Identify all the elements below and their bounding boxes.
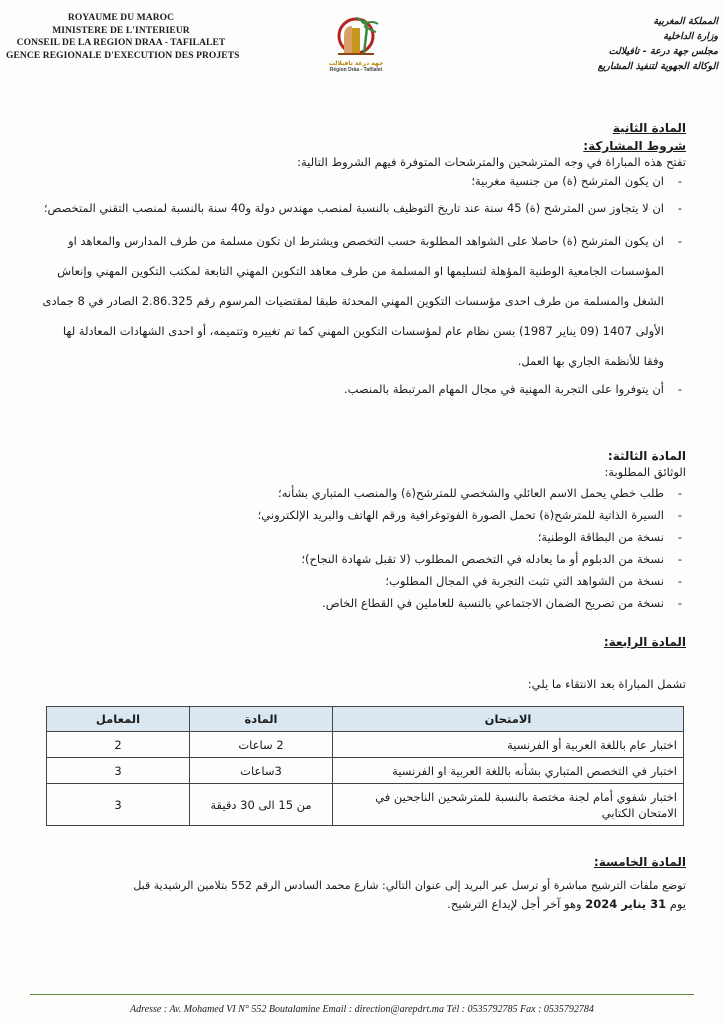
condition-item: - أن يتوفروا على التجربة المهنية في مجال المهام المرتبطة بالمنصب. (40, 378, 686, 400)
document-item: - نسخة من الشواهد التي تثبت التجربة في المجال المطلوب؛ (40, 570, 686, 592)
header-french (6, 12, 240, 62)
article-4-title: المادة الرابعة: (603, 635, 686, 649)
condition-item: - ان يكون المترشح (ة) من جنسية مغربية؛ (40, 172, 686, 190)
header-ar-line: الوكالة الجهوية لتنفيذ المشاريع (597, 61, 718, 72)
header-fr-line: CONSEIL DE LA REGION DRAA - TAFILALET (16, 38, 226, 48)
document-item: - نسخة من تصريح الضمان الاجتماعي بالنسبة للعاملين في القطاع الخاص. (40, 592, 686, 614)
deadline-date: 31 يناير 2024 (585, 897, 667, 911)
article-5-line-1: توضع ملفات الترشيح مباشرة أو ترسل عبر البريد إلى عنوان التالي: شارع محمد السادس الرقم 552 بتلامين الرشيدية قبل (133, 879, 686, 892)
article-2-title: المادة الثانية (612, 121, 686, 135)
region-logo (316, 14, 396, 84)
header-ar-line: وزارة الداخلية (663, 31, 718, 42)
table-header-row (47, 707, 684, 732)
document-item: - نسخة من الدبلوم أو ما يعادله في التخصص المطلوب (لا تقبل شهادة النجاح)؛ (40, 548, 686, 570)
header-ar-line: المملكة المغربية (653, 16, 718, 27)
exam-table (46, 706, 684, 826)
document-item: - طلب خطي يحمل الاسم العائلي والشخصي للمترشح(ة) والمنصب المتباري بشأنه؛ (40, 482, 686, 504)
cell-exam: اختبار في التخصص المتباري بشأنه باللغة العربية او الفرنسية (333, 758, 684, 784)
deadline-prefix: يوم (669, 897, 686, 911)
article-5-title: المادة الخامسة: (593, 855, 686, 869)
region-emblem-icon (330, 14, 382, 60)
article-4-intro: تشمل المباراة بعد الانتقاء ما يلي: (527, 677, 686, 691)
logo-french-name: Région Drâa - Tafilalet (329, 67, 383, 73)
article-2 (40, 120, 686, 400)
article-5-line-2 (40, 894, 686, 914)
article-3-subtitle: الوثائق المطلوبة: (604, 465, 686, 479)
article-2-intro: تفتح هذه المباراة في وجه المترشحين والمترشحات المتوفرة فيهم الشروط التالية: (297, 155, 686, 169)
header-duration: المادة (190, 707, 333, 732)
condition-item: - ان يكون المترشح (ة) حاصلا على الشواهد المطلوبة حسب التخصص ويشترط ان تكون مسلمة من طرف المدارس والمعاهد او المؤسسات الجامعية الوطنية المؤهلة لتسليمها او المسلمة من طرف معاهد التكوين المهني التابعة لمكتب التكوين المهني وإنعاش الشغل والمسلمة من طرف احدى مؤسسات التكوين المهني المحدثة طبقا لمقتضيات المرسوم رقم 2.86.325 الصادر في 8 جمادى الأولى 1407 (09 يناير 1987) بسن نظام عام لمؤسسات التكوين المهني كما تم تغييره وتتميمه، أو احدى الشهادات المعادلة لها وفقا للأنظمة الجاري بها العمل. (40, 226, 686, 376)
article-4 (40, 634, 686, 650)
header-coefficient: المعامل (47, 707, 190, 732)
exam-table-wrap (46, 706, 684, 826)
article-3 (40, 448, 686, 614)
header-exam: الامتحان (333, 707, 684, 732)
article-2-subtitle: شروط المشاركة: (583, 139, 686, 153)
cell-coefficient: 3 (47, 758, 190, 784)
table-row (47, 758, 684, 784)
cell-coefficient: 3 (47, 784, 190, 826)
cell-coefficient: 2 (47, 732, 190, 758)
logo-arabic-name: جهة درعة تافيلالت (328, 60, 384, 67)
header-arabic (568, 14, 718, 74)
cell-exam: اختبار شفوي أمام لجنة مختصة بالنسبة للمترشحين الناجحين في الامتحان الكتابي (333, 784, 684, 826)
footer-contact: Adresse : Av. Mohamed VI N° 552 Boutalamine Email : direction@arepdrt.ma Tél : 0535792785 Fax : 0535792784 (30, 994, 694, 1015)
condition-item: - ان لا يتجاوز سن المترشح (ة) 45 سنة عند تاريخ التوظيف بالنسبة لمنصب مهندس دولة و40 سنة بالنسبة لمنصب التقني المتخصص؛ (40, 192, 686, 224)
document-item: - نسخة من البطاقة الوطنية؛ (40, 526, 686, 548)
header-fr-line: MINISTERE DE L'INTERIEUR (52, 25, 190, 36)
table-row (47, 732, 684, 758)
cell-exam: اختبار عام باللغة العربية أو الفرنسية (333, 732, 684, 758)
article-4-intro-wrap (40, 676, 686, 692)
header-fr-line: GENCE REGIONALE D'EXECUTION DES PROJETS (6, 50, 240, 61)
cell-duration: 3ساعات (190, 758, 333, 784)
article-5 (40, 854, 686, 914)
table-row (47, 784, 684, 826)
deadline-suffix: وهو آخر أجل لإيداع الترشيح. (447, 897, 582, 911)
header-ar-line: مجلس جهة درعة - تافيلالت (608, 46, 718, 57)
cell-duration: 2 ساعات (190, 732, 333, 758)
article-3-title: المادة الثالثة: (607, 449, 686, 463)
cell-duration: من 15 الى 30 دقيقة (190, 784, 333, 826)
header-fr-line: ROYAUME DU MAROC (67, 13, 175, 23)
document-item: - السيرة الذاتية للمترشح(ة) تحمل الصورة الفوتوغرافية ورقم الهاتف والبريد الإلكتروني؛ (40, 504, 686, 526)
